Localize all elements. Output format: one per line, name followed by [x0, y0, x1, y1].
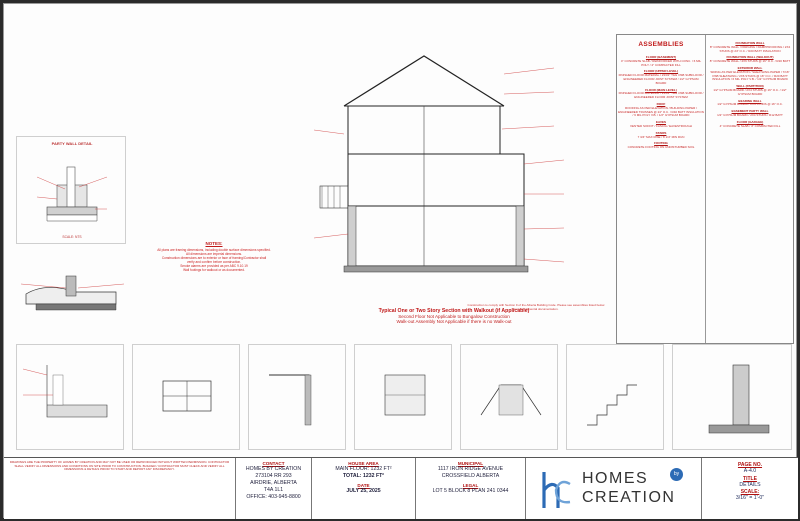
legal-value: LOT 5 BLOCK 8 PLAN 241 0344 — [432, 488, 509, 494]
note-line: Wall footings for walkout or as documented. — [183, 268, 245, 273]
contact-heading: CONTACT — [262, 461, 285, 466]
detail-title: PARTY WALL DETAIL — [51, 141, 93, 146]
assemblies-title: ASSEMBLIES — [638, 41, 684, 48]
note-line: All dimensions are imperial dimensions. — [186, 252, 242, 257]
assembly-heading: BASEMENT PARTY WALL — [731, 109, 769, 114]
address-line-2: CROSSFIELD ALBERTA — [441, 473, 500, 479]
note-line: Construction dimensions are to exterior or face of framing/Contractor shall — [161, 256, 267, 261]
note-line: All plans are framing dimensions, including double surface dimensions specified. — [157, 248, 271, 252]
detail-panel-5 — [460, 344, 558, 450]
date-value: JULY 25, 2025 — [346, 488, 381, 494]
note-line: Smoke alarms are provided as per ABC 9.10.19 — [180, 264, 248, 269]
assembly-text: FINISHED FLOOR MATERIAL / 23/32" T&G OSB SUBFLOOR / ENGINEERED FLOOR JOIST SYSTEM — [618, 91, 704, 100]
section-title: Typical One or Two Story Section with Walkout (if Applicable) — [378, 308, 530, 314]
detail-scale: SCALE: NTS — [62, 235, 82, 239]
date-heading: DATE — [357, 483, 370, 488]
assembly-heading: STAIRS — [655, 130, 667, 135]
detail-panel-4 — [354, 344, 452, 450]
detail-panel-7 — [672, 344, 792, 450]
assemblies-left-column — [618, 53, 704, 150]
assemblies-right-column — [707, 39, 793, 128]
area-heading: HOUSE AREA — [348, 461, 379, 466]
footing-drawing — [16, 254, 131, 334]
assembly-heading: EXTERIOR WALL — [737, 65, 763, 70]
assembly-heading: FLOOR (MAIN LEVEL) — [645, 87, 677, 92]
detail-drawing-1 — [17, 345, 125, 451]
detail-drawing-6 — [567, 345, 665, 451]
assembly-heading: FOUNDATION WALL (WALKOUT) — [726, 55, 774, 60]
notes-box — [134, 241, 294, 298]
hc-logo-icon — [536, 464, 572, 514]
assembly-heading: FLOOR (UPPER LEVEL) — [643, 69, 679, 74]
assembly-text: ROOFING AS PER ELEVATION / BUILDING PAPER / ENGINEERED TRUSSES @ 24" O.C. / R40 BATT INSULATION / 6 MIL POLY V.B. / 1/2" GYPSUM BOARD — [618, 105, 704, 118]
assemblies-panel — [616, 34, 794, 344]
detail-panel-2 — [132, 344, 240, 450]
contact-line: OFFICE: 403-945-8800 — [246, 494, 301, 500]
assembly-heading: ROOF — [656, 101, 666, 106]
brand-by-badge: by — [670, 468, 683, 481]
assembly-text: 7 3/4" MAX RISE / 8 1/4" MIN RUN — [637, 134, 685, 139]
assembly-text: 4" CONCRETE SLAB / 4" COMPACTED FILL — [719, 123, 781, 128]
assembly-text: 8" CONCRETE WALL / PARGING / DAMPPROOFING / 2X4 STUDS @ 24" O.C. / R20 BATT INSULATION — [709, 44, 791, 53]
brand-name: HOMES — [582, 470, 649, 487]
contact-cell — [236, 458, 312, 519]
assembly-heading: FOUNDATION WALL — [735, 41, 765, 45]
contact-line: T4A 1L1 — [263, 487, 284, 493]
section-note-upper: Second Floor Not Applicable to Bungalow Construction — [398, 314, 510, 319]
assembly-heading: FLOOR (BASEMENT) — [645, 55, 677, 59]
title-value: DETAILS — [739, 481, 761, 488]
drawing-sheet — [3, 3, 797, 518]
assembly-heading: EAVES — [656, 120, 666, 125]
page-heading: PAGE NO. — [737, 462, 763, 468]
brand-cell — [526, 458, 702, 519]
detail-drawing-3 — [249, 345, 347, 451]
party-wall-detail — [16, 136, 126, 244]
area-total: TOTAL: 1232 FT² — [342, 473, 385, 479]
assembly-heading: FOOTING — [654, 141, 668, 146]
note-line: verify and confirm before construction. — [186, 260, 242, 265]
assembly-text: 8" CONCRETE WALL / 2X6 STUDS @ 16" O.C. / R20 BATT — [709, 59, 791, 64]
assembly-text: 1/2" GYPSUM BOARD / 2X4 STUDS @ 16" O.C. / 1/2" GYPSUM BOARD — [713, 87, 787, 96]
detail-drawing-5 — [461, 345, 559, 451]
area-main: MAIN FLOOR: 1232 FT² — [335, 466, 392, 472]
scale-value: 3/16" = 1'-0" — [735, 495, 765, 502]
notes-title: NOTES: — [205, 241, 223, 246]
title-block — [4, 457, 798, 519]
assembly-text: 4" CONCRETE SLAB / REINFORCED WITH CONC. / 6 MIL POLY / 4" COMPACTED FILL — [620, 58, 702, 67]
assembly-text: 1/2" GYPSUM BOARD / 2X4 STUDS / R12 BATT — [717, 112, 783, 117]
party-wall-drawing — [17, 137, 127, 245]
page-info-cell — [702, 458, 798, 519]
brand-subname: CREATION — [582, 489, 676, 506]
disclaimer-cell — [4, 458, 236, 519]
notes-body — [134, 248, 294, 273]
contact-line: 273104 RR 293 — [255, 473, 292, 479]
address-line-1: 1117 IRON RIDGE AVENUE — [437, 466, 504, 472]
title-heading: TITLE — [743, 475, 757, 482]
building-section — [304, 34, 614, 304]
detail-drawing-7 — [673, 345, 793, 451]
detail-drawing-4 — [355, 345, 453, 451]
section-note-walkout: Walk-out Assembly Not Applicable if there is no Walk-out — [396, 319, 512, 324]
footing-detail — [16, 254, 131, 334]
assembly-heading: BEARING WALL — [738, 98, 762, 103]
contact-line: AIRDRIE, ALBERTA — [250, 480, 297, 486]
area-cell — [312, 458, 416, 519]
section-remark: Construction to comply with Section 9 of the Alberta Building Code. Please see assemblies listed below and supplemental documentation. — [467, 303, 605, 311]
detail-panel-6 — [566, 344, 664, 450]
disclaimer-text: DRAWINGS ARE THE PROPERTY OF HOMES BY CREATION AND MAY NOT BE USED OR REPRODUCED WITHOUT WRITTEN PERMISSION. CONTRACTOR SHALL VERIFY ALL DIMENSIONS AND CONDITIONS ON SITE PRIOR TO CONSTRUCTION. BUILDER / CONTRACTOR MUST CHECK AND VERIFY ALL DIMENSIONS & DETAILS PRIOR TO START AND REPORT ANY DISCREPANCY. — [9, 460, 230, 472]
assembly-text: 1/2" GYPSUM BOARD / 2X4 STUDS @ 16" O.C. — [717, 102, 783, 107]
assembly-heading: FLOOR (GARAGE) — [736, 119, 764, 124]
municipal-heading: MUNICIPAL — [457, 461, 484, 466]
assembly-text: FINISHED FLOOR MATERIAL / 23/32" T&G OSB SUBFLOOR / ENGINEERED FLOOR JOIST SYSTEM / 1/2" GYPSUM BOARD — [618, 73, 704, 85]
assembly-text: CONCRETE FOOTING ON UNDISTURBED SOIL — [627, 145, 695, 150]
municipal-cell — [416, 458, 526, 519]
detail-drawing-2 — [133, 345, 241, 451]
detail-panel-3 — [248, 344, 346, 450]
scale-heading: SCALE: — [740, 489, 760, 496]
assembly-heading: WALL (PARTITION) — [736, 84, 764, 89]
assembly-text: SIDING AS PER ELEVATION / SHEATHING PAPER / 7/16" OSB SHEATHING / 2X6 STUDS @ 16" O.C. / R20 BATT INSULATION / 6 MIL POLY V.B. / 1/2" GYPSUM BOARD — [710, 69, 790, 82]
legal-heading: LEGAL — [462, 483, 479, 488]
assembly-text: VENTED SOFFIT / FASCIA / EAVESTROUGH — [630, 123, 692, 128]
page-value: A-4.0 — [743, 468, 757, 474]
contact-line: HOMES BY CREATION — [245, 466, 302, 472]
detail-panel-1 — [16, 344, 124, 450]
